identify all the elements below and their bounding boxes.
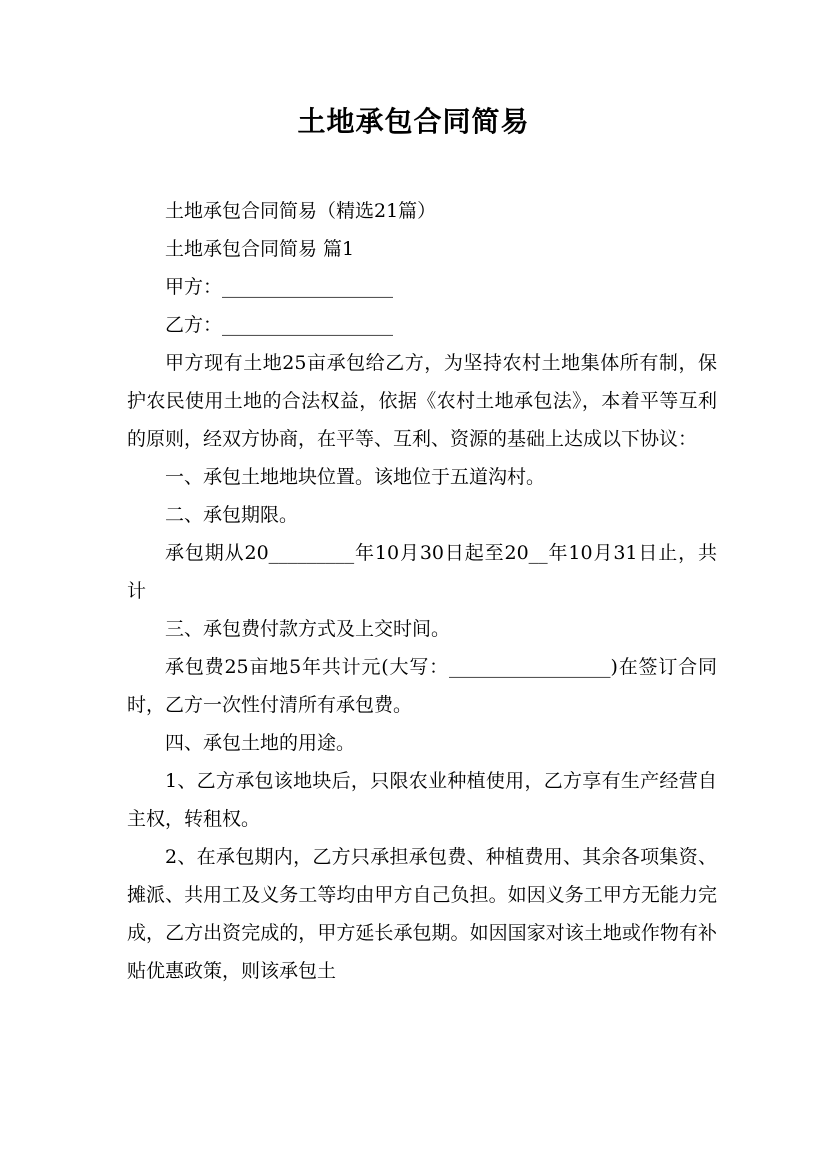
paragraph-clause-3: 三、承包费付款方式及上交时间。 (165, 618, 451, 640)
paragraph-clause-2: 二、承包期限。 (165, 504, 299, 526)
paragraph-usage-1: 1、乙方承包该地块后，只限农业种植使用，乙方享有生产经营自主权，转租权。 (127, 770, 717, 830)
paragraph-clause-4: 四、承包土地的用途。 (165, 732, 356, 754)
paragraph-heading-selection: 土地承包合同简易（精选21篇） (165, 200, 437, 222)
paragraph-party-a: 甲方：__________________ (165, 276, 394, 298)
document-body (127, 192, 717, 990)
paragraph-party-b: 乙方：__________________ (165, 314, 394, 336)
paragraph-fee: 承包费25亩地5年共计元(大写：_________________)在签订合同时，乙方一次性付清所有承包费。 (127, 656, 717, 716)
paragraph-section-label: 土地承包合同简易 篇1 (165, 238, 355, 260)
paragraph-clause-1: 一、承包土地地块位置。该地位于五道沟村。 (165, 466, 546, 488)
document-title: 土地承包合同简易 (297, 105, 530, 138)
paragraph-usage-2: 2、在承包期内，乙方只承担承包费、种植费用、其余各项集资、摊派、共用工及义务工等均由甲方自己负担。如因义务工甲方无能力完成，乙方出资完成的，甲方延长承包期。如因国家对该土地或作物有补贴优惠政策，则该承包土 (127, 846, 717, 982)
paragraph-preamble: 甲方现有土地25亩承包给乙方，为坚持农村土地集体所有制，保护农民使用土地的合法权益，依据《农村土地承包法》，本着平等互利的原则，经双方协商，在平等、互利、资源的基础上达成以下协议： (127, 352, 717, 450)
paragraph-term: 承包期从20_________年10月30日起至20__年10月31日止，共计 (127, 542, 717, 602)
